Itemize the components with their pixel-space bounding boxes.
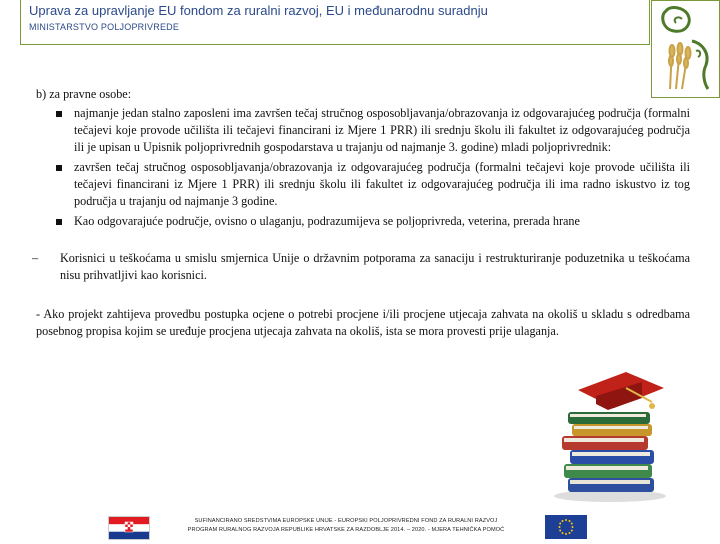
dash-item-text: Korisnici u teškoćama u smislu smjernica Unije o državnim potporama za sanaciju i restrukturiranje poduzetnika u teškoćama nisu prihvatljivi kao korisnici. [60,251,690,282]
main-content [32,86,690,340]
list-item [36,213,690,230]
books-graduation-cap-image [548,368,670,503]
dash-list-item [32,250,690,284]
wheat-logo-icon [652,1,719,97]
section-heading: b) za pravne osobe: [36,87,132,101]
footer-line-2: PROGRAM RURALNOG RAZVOJA REPUBLIKE HRVATSKE ZA RAZDOBLJE 2014. – 2020. - MJERA TEHNIČKA POMOĆ [187,527,505,533]
header-title: Uprava za upravljanje EU fondom za ruralni razvoj, EU i međunarodnu suradnju [29,3,488,18]
list-item [36,159,690,210]
ministry-logo [651,0,720,98]
header [0,0,648,50]
paragraph: - Ako projekt zahtijeva provedbu postupka ocjene o potrebi procjene i/ili procjene utjecaja zahvata na okoliš u skladu s odredbama posebnog propisa kojim se uređuje procjena utjecaja zahvata na okoliš, ista se mora provesti prije ulaganja. [36,307,690,338]
footer-text [156,517,536,535]
graduation-cap-icon [578,372,664,410]
list-item-text: najmanje jedan stalno zaposleni ima završen tečaj stručnog osposobljavanja/obrazovanja iz odgovarajućeg područja (formalni tečajevi koje provode učilišta ili tečajevi financirani iz Mjere 1 PRR) ili srednju školu ili fakultet iz odgovarajućeg područja ili je upisan u Upisnik poljoprivrednih gospodarstava u trajanju od najmanje 3. godine) mladi poljoprivrednik: [74,106,690,154]
footer-line-1: SUFINANCIRANO SREDSTVIMA EUROPSKE UNIJE - EUROPSKI POLJOPRIVREDNI FOND ZA RURALNI RAZVOJ [194,518,498,524]
header-box [20,0,650,45]
bullet-square-icon [56,165,62,171]
bullet-list [36,105,690,230]
header-subtitle: MINISTARSTVO POLJOPRIVREDE [29,22,180,32]
croatia-flag-icon [108,516,150,540]
list-item-text: Kao odgovarajuće područje, ovisno o ulaganju, podrazumijeva se poljoprivreda, veterina, prerada hrane [74,214,580,228]
dash-marker: – [32,251,39,265]
bullet-square-icon [56,219,62,225]
list-item-text: završen tečaj stručnog osposobljavanja/obrazovanja iz odgovarajućeg područja (formalni tečajevi koje provode učilišta ili tečajevi financirani iz Mjere 1 PRR) ili srednju školu ili fakultet iz odgovarajućeg područja ili ima radno iskustvo iz tog područja u trajanju od najmanje 3 godine. [74,160,690,208]
books-icon [548,368,670,503]
bullet-square-icon [56,111,62,117]
footer [0,510,720,540]
list-item [36,105,690,156]
eu-flag-icon [545,515,587,539]
